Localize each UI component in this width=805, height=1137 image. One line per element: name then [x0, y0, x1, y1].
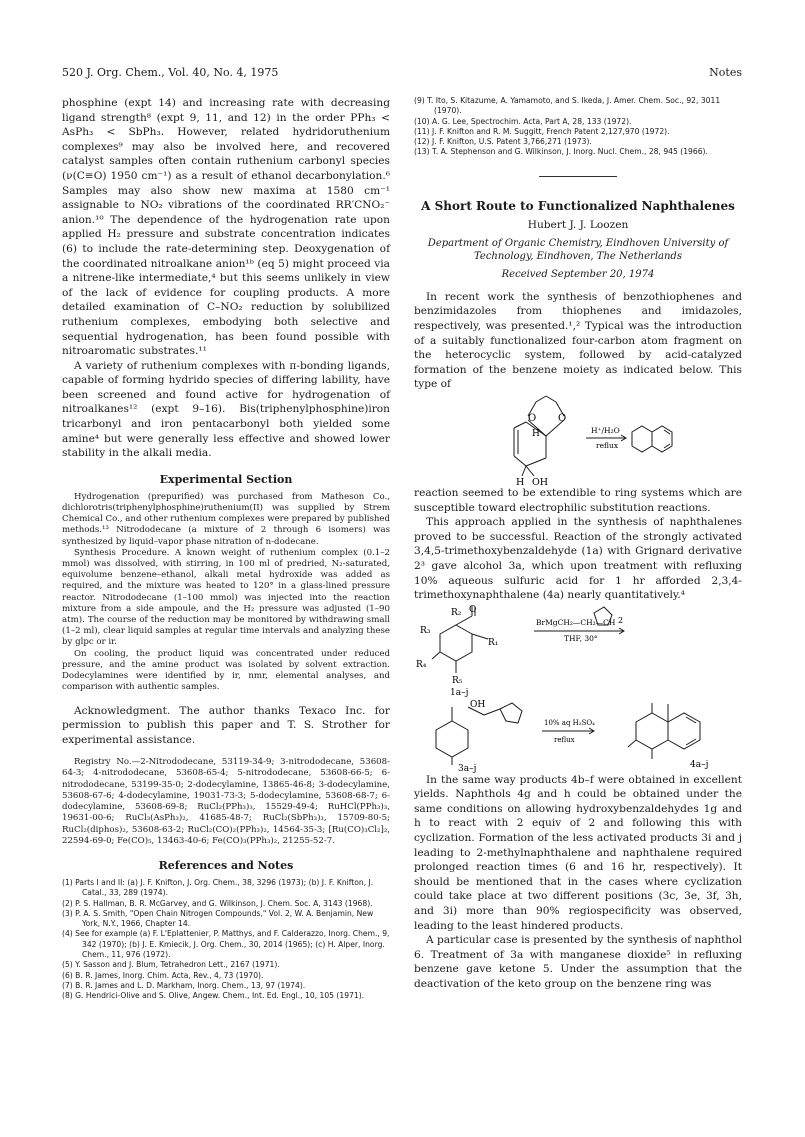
scheme2-acid: 10% aq H₂SO₄ [544, 718, 595, 727]
author-name: Hubert J. J. Loozen [527, 218, 629, 231]
page-header [62, 66, 742, 82]
reference-item: (9) T. Ito, S. Kitazume, A. Yamamoto, and S. Ikeda, J. Amer. Chem. Soc., 92, 3011 (1970). [414, 96, 721, 116]
reference-item: (13) T. A. Stephenson and G. Wilkinson, J. Inorg. Nucl. Chem., 28, 945 (1966). [414, 147, 708, 157]
reference-item: (1) Parts I and II: (a) J. F. Knifton, J. Org. Chem., 38, 3296 (1973); (b) J. F. Knifton, J. Catal., 33, 289 (1974). [62, 877, 374, 898]
article-title: A Short Route to Functionalized Naphthalenes [421, 198, 735, 213]
references-list-continued [414, 96, 742, 158]
reference-item: (6) B. R. James, Inorg. Chim. Acta, Rev., 4, 73 (1970). [62, 970, 264, 980]
body-paragraph: reaction seemed to be extendible to ring systems which are susceptible toward electrophilic substitution reactions. [414, 486, 742, 514]
scheme2-oh: OH [470, 699, 486, 710]
scheme1-h-bottom: H [516, 476, 525, 486]
scheme2-acid-condition: reflux [554, 735, 575, 744]
reference-item: (11) J. F. Knifton and R. M. Suggitt, French Patent 2,127,970 (1972). [414, 126, 670, 136]
scheme2-o: O [469, 604, 477, 615]
reference-item: (2) P. S. Hallman, B. R. McGarvey, and G. Wilkinson, J. Chem. Soc. A, 3143 (1968). [62, 898, 373, 908]
scheme-naphthalene-synthesis [414, 603, 742, 773]
author-affiliation: Department of Organic Chemistry, Eindhoven University of Technology, Eindhoven, The Netherlands [427, 237, 729, 262]
body-paragraph: This approach applied in the synthesis of naphthalenes proved to be successful. Reaction of the strongly activated 3,4,5-trimethoxybenzaldehyde (1a) with Grignard derivative 2³ gave alcohol 3a, which upon treatment with refluxing 10% aqueous sulfuric acid for 1 hr afforded 2,3,4-trimethoxynaphthalene (4a) nearly quantitatively.⁴ [414, 516, 742, 602]
reference-item: (8) G. Hendrici-Olive and S. Olive, Angew. Chem., Int. Ed. Engl., 10, 105 (1971). [62, 991, 365, 1001]
registry-numbers: Registry No.—2-Nitrododecane, 53119-34-9; 3-nitrododecane, 53608-64-3; 4-nitrododecane, 53608-65-4; 5-nitrododecane, 53608-66-5; 6-nitrododecane, 53199-35-0; 2-dodecylamine, 13865-46-8; 3-dodecylamine, 53608-67-6; 4-dodecylamine, 19031-73-3; 5-dodecylamine, 53608-68-7; 6-dodecylamine, 53608-69-8; RuCl₂(PPh₃)₃, 15529-49-4; RuHCl(PPh₃)₃, 19631-00-6; RuCl₃(AsPh₃)₂, 41685-48-7; RuCl₂(SbPh₃)₃, 15709-80-5; RuCl₂(diphos)₂, 53608-63-2; RuCl₂(CO)₂(PPh₃)₂, 14564-35-3; [Ru(CO)₃Cl₂]₂, 22594-69-0; Fe(CO)₅, 13463-40-6; Fe(CO)₃(PPh₃)₂, 21255-52-7. [62, 757, 390, 846]
reference-item: (4) See for example (a) F. L'Eplattenier, P. Matthys, and F. Calderazzo, Inorg. Chem., 9, 342 (1970); (b) J. E. Kmiecik, J. Org. Chem., 30, 2014 (1965); (c) H. Alper, Inorg. Chem., 11, 976 (1972). [62, 929, 390, 959]
section-name: Notes [709, 66, 742, 79]
references-list [62, 878, 390, 1002]
scheme1-o-right: O [558, 412, 567, 424]
experimental-paragraph: Hydrogenation (prepurified) was purchased from Matheson Co., dichlorotris(triphenylphosphine)ruthenium(II) was supplied by Strem Chemical Co., and other ruthenium complexes were prepared by published methods.¹³ Nitrododecane (a mixture of 2 through 6 isomers) was synthesized by liquid–vapor phase nitration of n-dodecane. [62, 491, 391, 547]
scheme2-r3: R₃ [420, 625, 431, 636]
scheme2-label-4: 4a–j [690, 759, 709, 770]
section-divider [539, 176, 617, 177]
scheme1-oh-bottom: OH [532, 476, 549, 486]
scheme2-r5: R₅ [452, 675, 463, 686]
scheme2-r4: R₄ [416, 659, 427, 670]
references-heading: References and Notes [158, 858, 294, 872]
running-head: 520 J. Org. Chem., Vol. 40, No. 4, 1975 [62, 66, 279, 79]
scheme2-r1: R₁ [488, 637, 499, 648]
reference-item: (12) J. F. Knifton, U.S. Patent 3,766,271 (1973). [414, 137, 592, 147]
scheme1-h-ring: H [532, 428, 540, 439]
scheme1-reagent: H⁺/H₂O [591, 425, 620, 435]
received-date: Received September 20, 1974 [501, 268, 655, 280]
body-paragraph: phosphine (expt 14) and increasing rate with decreasing ligand strength⁸ (expt 9, 11, and 12) in the order PPh₃ < AsPh₃ < SbPh₃. However, related hydridoruthenium complexes⁹ may also be involved here, and recovered catalyst samples often contain ruthenium carbonyl species (ν(C≡O) 1950 cm⁻¹) as a result of ethanol decarbonylation.⁶ Samples may also show new maxima at 1580 cm⁻¹ assignable to NO₂ vibrations of the coordinated RR′CNO₂⁻ anion.¹⁰ The dependence of the hydrogenation rate upon applied H₂ pressure and substrate concentration indicates (6) to include the rate-determining step. Deoxygenation of the coordinated nitroalkane anion¹ᵇ (eq 5) might proceed via a nitrene-like intermediate,⁴ but this seems unlikely in view of the lack of evidence for coupling products. A more detailed examination of C–NO₂ reduction by solubilized ruthenium complexes, embodying both selective and sequential hydrogenation, has been found possible with nitroaromatic substrates.¹¹ [62, 97, 390, 358]
body-paragraph: A particular case is presented by the synthesis of naphthol 6. Treatment of 3a with manganese dioxide⁵ in refluxing benzene gave ketone 5. Under the assumption that the deactivation of the keto group on the benzene ring was [414, 934, 742, 990]
scheme1-condition: reflux [596, 440, 619, 450]
body-paragraph: In recent work the synthesis of benzothiophenes and benzimidazoles from thiophenes and imidazoles, respectively, was presented.¹,² Typical was the introduction of a suitably functionalized four-carbon atom fragment on the heterocyclic system, followed by acid-catalyzed formation of the benzene moiety as indicated below. This type of [414, 290, 742, 391]
scheme2-equiv: 2 [618, 615, 624, 625]
scheme2-grignard: BrMgCH₂—CH₂—CH [536, 617, 616, 627]
experimental-paragraph: Synthesis Procedure. A known weight of ruthenium complex (0.1–2 mmol) was dissolved, with stirring, in 100 ml of predried, N₂-saturated, equivolume benzene–ethanol, alkali metal hydroxide was added as required, and the mixture was heated to 120° in a glass-lined pressure reactor. Nitrododecane (1–100 mmol) was injected into the reaction mixture from a side ampoule, and the H₂ pressure was adjusted (1–90 atm). The course of the reduction may be monitored by withdrawing small (1–2 ml), clear liquid samples at regular time intervals and analyzing these by glpc or ir. [62, 547, 390, 648]
scheme2-conditions: THF, 30° [564, 633, 598, 643]
acknowledgment: Acknowledgment. The author thanks Texaco Inc. for permission to publish this paper and T. S. Strother for experimental assistance. [62, 704, 390, 746]
body-paragraph: In the same way products 4b–f were obtained in excellent yields. Naphthols 4g and h could be obtained under the same conditions on allowing hydroxybenzaldehydes 1g and h to react with 2 equiv of 2 and following this with cyclization. Formation of the less activated products 3i and j leading to 2-methylnaphthalene and naphthalene required prolonged reaction times (6 and 16 hr, respectively). It should be mentioned that in the cases where cyclization could take place at two different positions (3c, 3e, 3f, 3h, and 3i) more than 90% regiospecificity was observed, leading to the least hindered products. [414, 773, 742, 932]
reference-item: (3) P. A. S. Smith, "Open Chain Nitrogen Compounds," Vol. 2, W. A. Benjamin, New York, N.Y., 1966, Chapter 14. [62, 908, 374, 929]
reference-item: (10) A. G. Lee, Spectrochim. Acta, Part A, 28, 133 (1972). [414, 116, 632, 126]
reference-item: (5) Y. Sasson and J. Blum, Tetrahedron Lett., 2167 (1971). [62, 960, 280, 970]
right-column [414, 96, 742, 992]
scheme2-label-1: 1a–j [450, 687, 469, 698]
experimental-paragraph: On cooling, the product liquid was concentrated under reduced pressure, and the amine product was isolated by solvent extraction. Dodecylamines were identified by ir, nmr, elemental analyses, and comparison with authentic samples. [62, 648, 390, 693]
left-column [62, 96, 390, 1001]
body-paragraph: A variety of ruthenium complexes with π-bonding ligands, capable of forming hydrido species of differing lability, have been screened and found active for hydrogenation of nitroalkanes¹² (expt 9–16). Bis(triphenylphosphine)iron tricarbonyl and iron pentacarbonyl both yielded some amine⁴ but were generally less effective and showed lower stability in the alkali media. [62, 359, 390, 460]
scheme2-label-3: 3a–j [458, 763, 477, 773]
scheme-cyclization [428, 392, 728, 486]
reference-item: (7) B. R. James and L. D. Markham, Inorg. Chem., 13, 97 (1974). [62, 980, 306, 990]
experimental-heading: Experimental Section [159, 472, 293, 486]
scheme2-r2: R₂ [451, 607, 462, 618]
scheme1-o-left: O [528, 412, 537, 424]
